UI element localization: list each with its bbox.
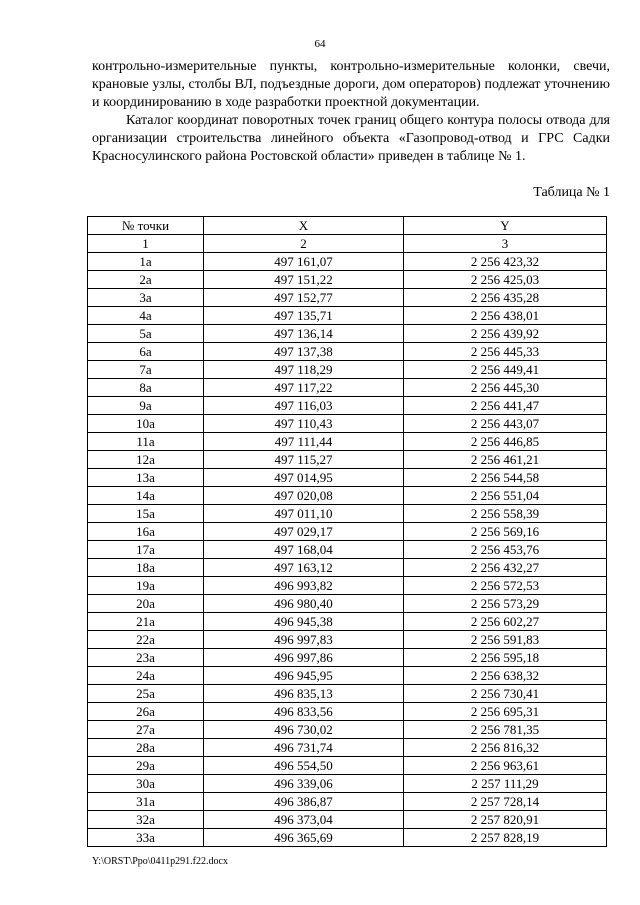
table-row: [88, 307, 607, 325]
x-coordinate-cell: 497 152,77: [204, 289, 404, 307]
table-row: [88, 289, 607, 307]
point-number-cell: 6а: [88, 343, 204, 361]
point-number-cell: 29а: [88, 757, 204, 775]
table-row: [88, 469, 607, 487]
y-coordinate-cell: 2 256 443,07: [404, 415, 607, 433]
table-row: [88, 487, 607, 505]
table-row: [88, 667, 607, 685]
x-coordinate-cell: 496 945,38: [204, 613, 404, 631]
point-number-cell: 12а: [88, 451, 204, 469]
point-number-cell: 19а: [88, 577, 204, 595]
y-coordinate-cell: 2 256 781,35: [404, 721, 607, 739]
x-coordinate-cell: 497 136,14: [204, 325, 404, 343]
table-row: [88, 451, 607, 469]
y-coordinate-cell: 2 256 544,58: [404, 469, 607, 487]
paragraph-continuation: контрольно-измерительные пункты, контрольно-измерительные колонки, свечи, крановые узлы, столбы ВЛ, подъездные дороги, дом операторов) подлежат уточнению и координированию в ходе разработки проектной документации.: [92, 59, 610, 110]
y-coordinate-cell: 2 256 638,32: [404, 667, 607, 685]
y-coordinate-cell: 2 257 820,91: [404, 811, 607, 829]
point-number-cell: 14а: [88, 487, 204, 505]
y-coordinate-cell: 2 256 551,04: [404, 487, 607, 505]
table-row: [88, 613, 607, 631]
y-coordinate-cell: 2 256 602,27: [404, 613, 607, 631]
numbering-cell: 3: [404, 235, 607, 253]
point-number-cell: 15а: [88, 505, 204, 523]
point-number-cell: 28а: [88, 739, 204, 757]
x-coordinate-cell: 496 980,40: [204, 595, 404, 613]
y-coordinate-cell: 2 256 449,41: [404, 361, 607, 379]
y-coordinate-cell: 2 256 963,61: [404, 757, 607, 775]
point-number-cell: 25а: [88, 685, 204, 703]
x-coordinate-cell: 497 161,07: [204, 253, 404, 271]
point-number-cell: 16а: [88, 523, 204, 541]
x-coordinate-cell: 497 014,95: [204, 469, 404, 487]
x-coordinate-cell: 497 137,38: [204, 343, 404, 361]
y-coordinate-cell: 2 257 111,29: [404, 775, 607, 793]
point-number-cell: 22а: [88, 631, 204, 649]
y-coordinate-cell: 2 256 445,33: [404, 343, 607, 361]
header-point-number: № точки: [88, 217, 204, 235]
point-number-cell: 33а: [88, 829, 204, 847]
x-coordinate-cell: 497 011,10: [204, 505, 404, 523]
table-row: [88, 343, 607, 361]
coordinates-table: [87, 216, 607, 847]
table-row: [88, 829, 607, 847]
point-number-cell: 32а: [88, 811, 204, 829]
x-coordinate-cell: 497 151,22: [204, 271, 404, 289]
y-coordinate-cell: 2 256 432,27: [404, 559, 607, 577]
y-coordinate-cell: 2 256 569,16: [404, 523, 607, 541]
point-number-cell: 20а: [88, 595, 204, 613]
y-coordinate-cell: 2 257 728,14: [404, 793, 607, 811]
table-row: [88, 433, 607, 451]
x-coordinate-cell: 496 997,86: [204, 649, 404, 667]
table-row: [88, 775, 607, 793]
x-coordinate-cell: 496 993,82: [204, 577, 404, 595]
table-row: [88, 523, 607, 541]
x-coordinate-cell: 497 118,29: [204, 361, 404, 379]
x-coordinate-cell: 496 833,56: [204, 703, 404, 721]
table-row: [88, 757, 607, 775]
header-y: Y: [404, 217, 607, 235]
point-number-cell: 21а: [88, 613, 204, 631]
point-number-cell: 4а: [88, 307, 204, 325]
y-coordinate-cell: 2 257 828,19: [404, 829, 607, 847]
x-coordinate-cell: 496 997,83: [204, 631, 404, 649]
point-number-cell: 1а: [88, 253, 204, 271]
y-coordinate-cell: 2 256 439,92: [404, 325, 607, 343]
y-coordinate-cell: 2 256 445,30: [404, 379, 607, 397]
point-number-cell: 8а: [88, 379, 204, 397]
x-coordinate-cell: 497 111,44: [204, 433, 404, 451]
y-coordinate-cell: 2 256 573,29: [404, 595, 607, 613]
point-number-cell: 5а: [88, 325, 204, 343]
x-coordinate-cell: 497 116,03: [204, 397, 404, 415]
table-row: [88, 631, 607, 649]
y-coordinate-cell: 2 256 816,32: [404, 739, 607, 757]
x-coordinate-cell: 497 115,27: [204, 451, 404, 469]
numbering-cell: 1: [88, 235, 204, 253]
y-coordinate-cell: 2 256 435,28: [404, 289, 607, 307]
point-number-cell: 30а: [88, 775, 204, 793]
y-coordinate-cell: 2 256 425,03: [404, 271, 607, 289]
y-coordinate-cell: 2 256 591,83: [404, 631, 607, 649]
table-row: [88, 595, 607, 613]
point-number-cell: 13а: [88, 469, 204, 487]
table-numbering-row: [88, 235, 607, 253]
point-number-cell: 31а: [88, 793, 204, 811]
x-coordinate-cell: 496 373,04: [204, 811, 404, 829]
table-row: [88, 721, 607, 739]
point-number-cell: 27а: [88, 721, 204, 739]
table-row: [88, 649, 607, 667]
table-row: [88, 685, 607, 703]
table-row: [88, 397, 607, 415]
y-coordinate-cell: 2 256 438,01: [404, 307, 607, 325]
x-coordinate-cell: 497 020,08: [204, 487, 404, 505]
x-coordinate-cell: 497 029,17: [204, 523, 404, 541]
x-coordinate-cell: 497 163,12: [204, 559, 404, 577]
point-number-cell: 23а: [88, 649, 204, 667]
x-coordinate-cell: 496 554,50: [204, 757, 404, 775]
y-coordinate-cell: 2 256 558,39: [404, 505, 607, 523]
table-row: [88, 577, 607, 595]
y-coordinate-cell: 2 256 730,41: [404, 685, 607, 703]
table-row: [88, 253, 607, 271]
table-row: [88, 415, 607, 433]
header-x: X: [204, 217, 404, 235]
page-number: 64: [314, 38, 326, 50]
numbering-cell: 2: [204, 235, 404, 253]
point-number-cell: 11а: [88, 433, 204, 451]
x-coordinate-cell: 496 731,74: [204, 739, 404, 757]
table-row: [88, 361, 607, 379]
y-coordinate-cell: 2 256 572,53: [404, 577, 607, 595]
point-number-cell: 17а: [88, 541, 204, 559]
x-coordinate-cell: 496 945,95: [204, 667, 404, 685]
table-row: [88, 379, 607, 397]
x-coordinate-cell: 496 365,69: [204, 829, 404, 847]
point-number-cell: 24а: [88, 667, 204, 685]
y-coordinate-cell: 2 256 453,76: [404, 541, 607, 559]
point-number-cell: 3а: [88, 289, 204, 307]
table-row: [88, 739, 607, 757]
x-coordinate-cell: 496 339,06: [204, 775, 404, 793]
table-row: [88, 505, 607, 523]
file-path-footer: Y:\ORST\Ppo\0411p291.f22.docx: [92, 856, 228, 867]
point-number-cell: 18а: [88, 559, 204, 577]
table-header-row: [88, 217, 607, 235]
y-coordinate-cell: 2 256 446,85: [404, 433, 607, 451]
point-number-cell: 26а: [88, 703, 204, 721]
x-coordinate-cell: 496 730,02: [204, 721, 404, 739]
table-row: [88, 559, 607, 577]
x-coordinate-cell: 497 117,22: [204, 379, 404, 397]
y-coordinate-cell: 2 256 461,21: [404, 451, 607, 469]
x-coordinate-cell: 497 135,71: [204, 307, 404, 325]
y-coordinate-cell: 2 256 441,47: [404, 397, 607, 415]
paragraph-catalog-intro: Каталог координат поворотных точек границ общего контура полосы отвода для организации строительства линейного объекта «Газопровод-отвод и ГРС Садки Красносулинского района Ростовской области» приведен в таблице № 1.: [92, 113, 610, 164]
table-body: [88, 253, 607, 847]
point-number-cell: 9а: [88, 397, 204, 415]
table-row: [88, 325, 607, 343]
point-number-cell: 7а: [88, 361, 204, 379]
x-coordinate-cell: 497 168,04: [204, 541, 404, 559]
table-row: [88, 541, 607, 559]
y-coordinate-cell: 2 256 595,18: [404, 649, 607, 667]
point-number-cell: 2а: [88, 271, 204, 289]
table-caption: Таблица № 1: [533, 185, 610, 200]
table-row: [88, 793, 607, 811]
y-coordinate-cell: 2 256 695,31: [404, 703, 607, 721]
point-number-cell: 10а: [88, 415, 204, 433]
table-row: [88, 811, 607, 829]
x-coordinate-cell: 496 386,87: [204, 793, 404, 811]
y-coordinate-cell: 2 256 423,32: [404, 253, 607, 271]
x-coordinate-cell: 496 835,13: [204, 685, 404, 703]
table-row: [88, 271, 607, 289]
table-row: [88, 703, 607, 721]
x-coordinate-cell: 497 110,43: [204, 415, 404, 433]
